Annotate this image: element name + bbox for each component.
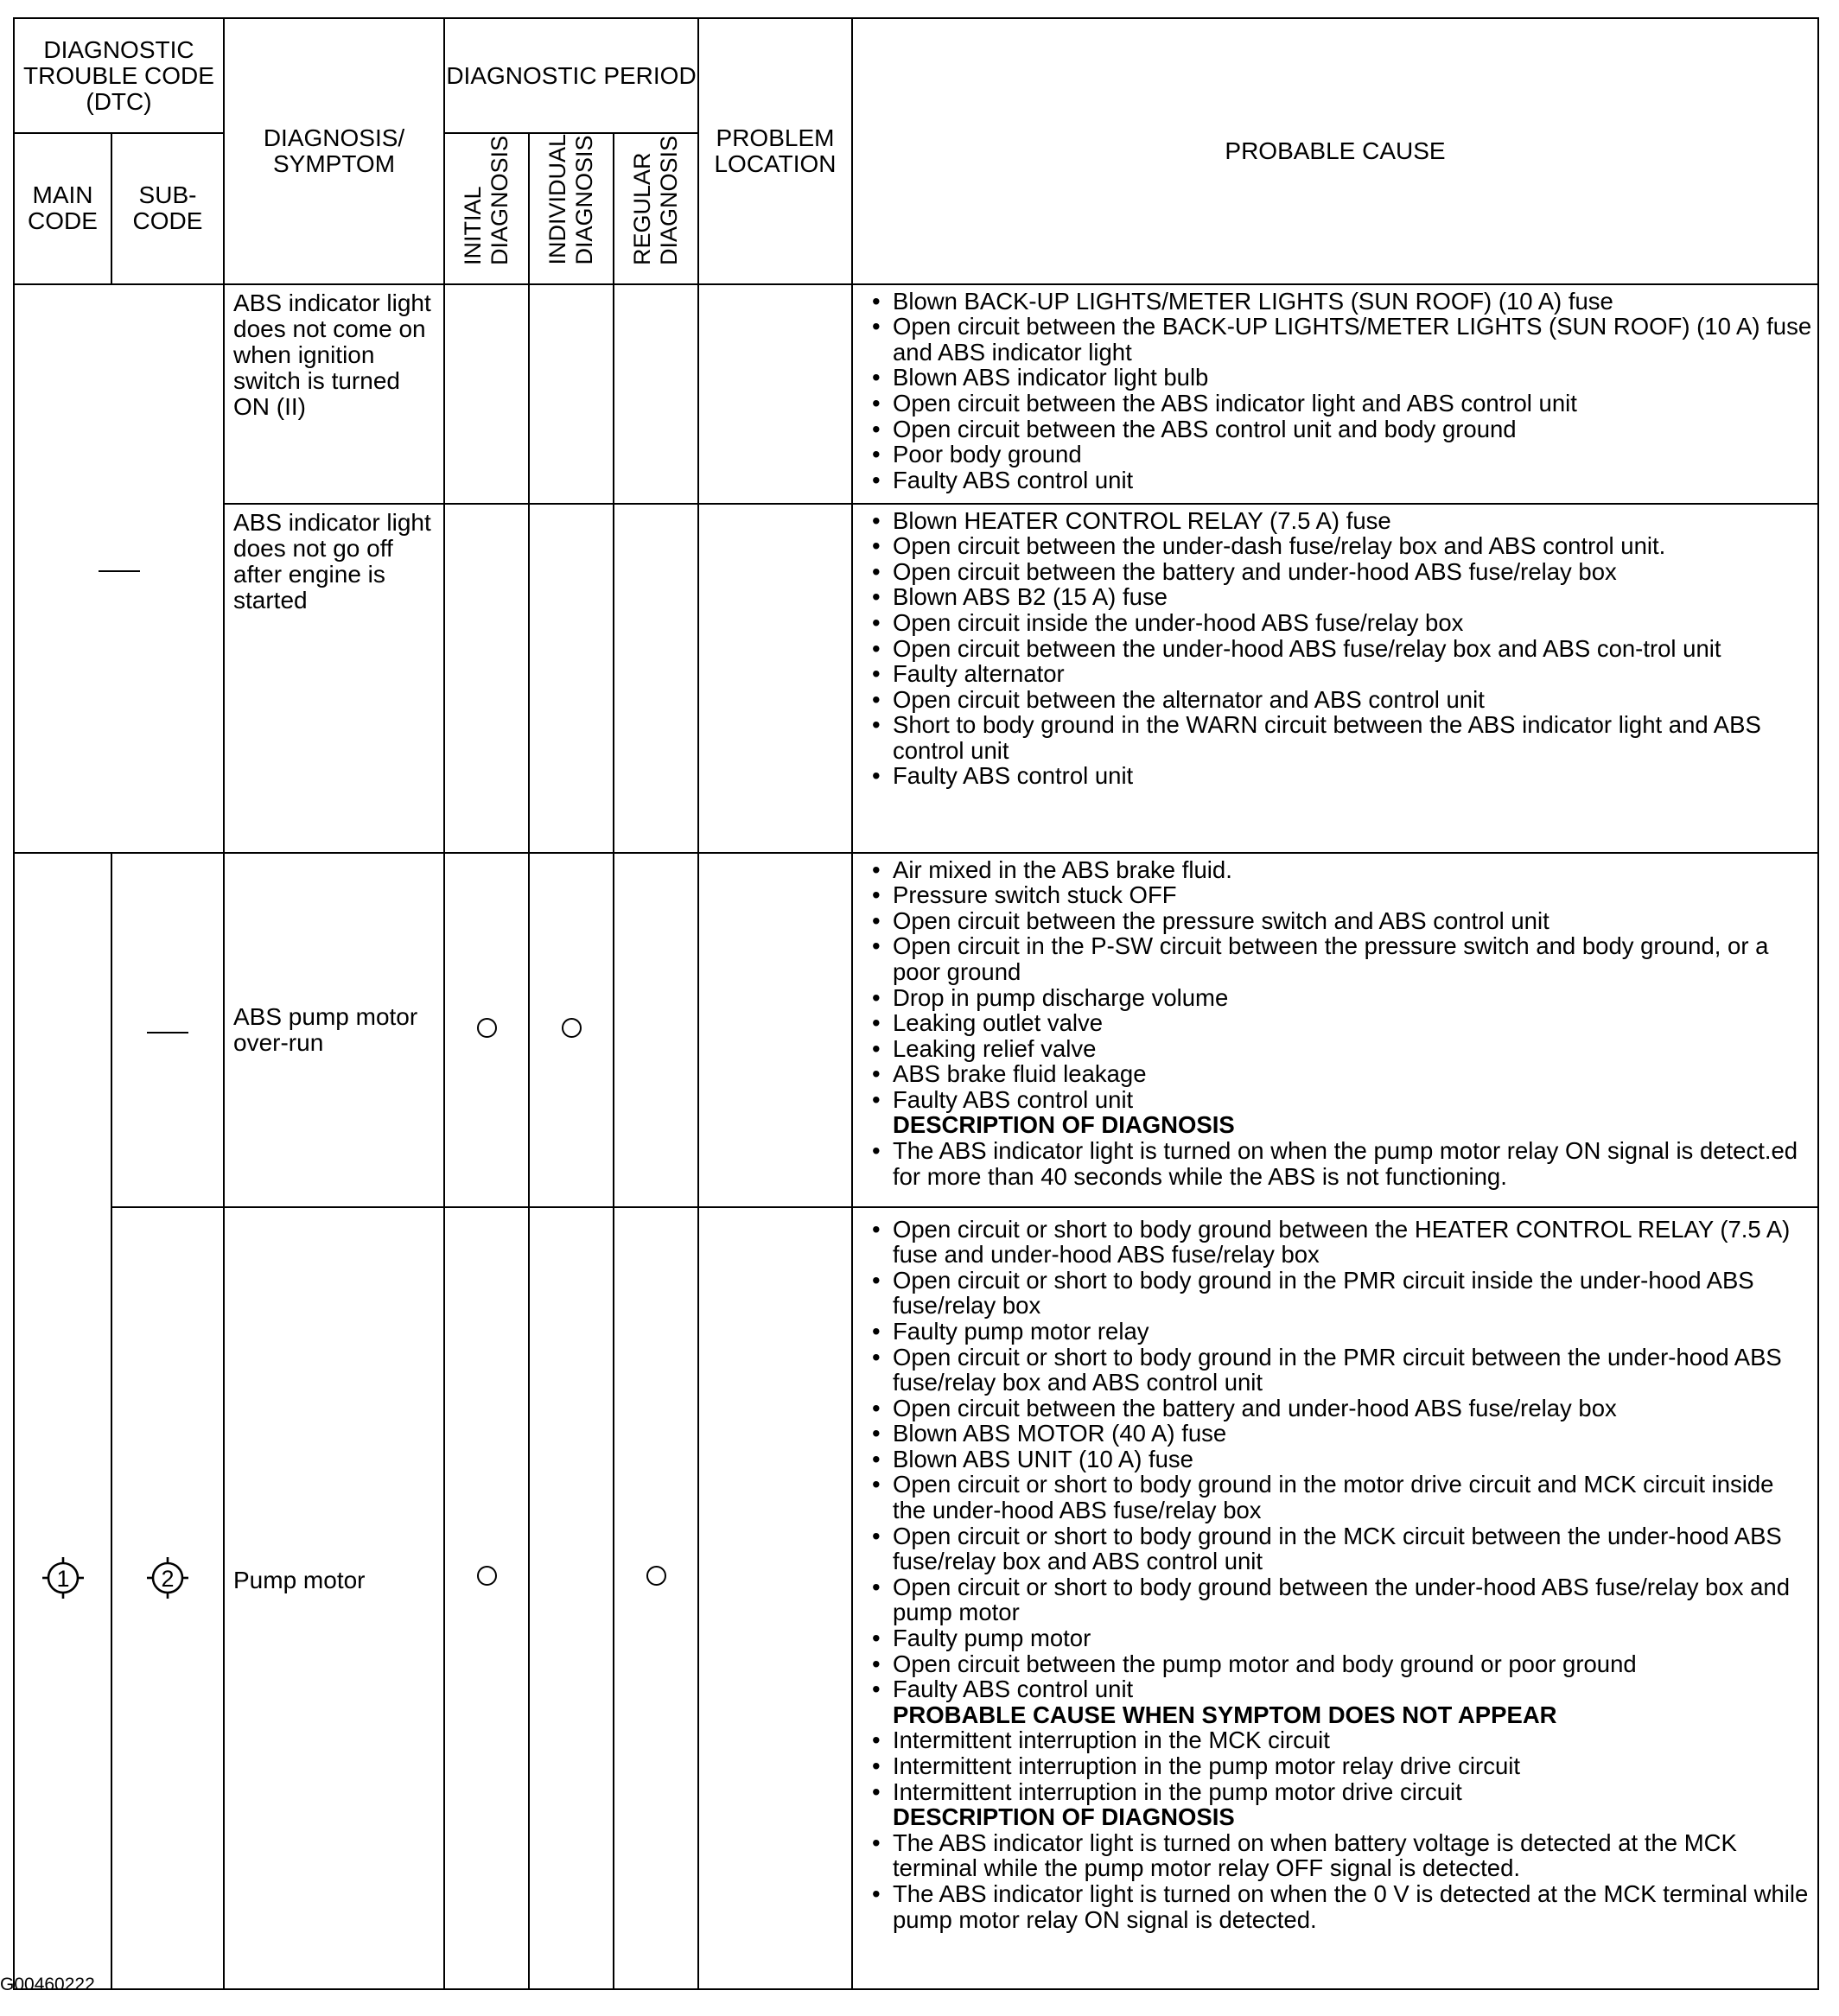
- cause-item: • Leaking relief valve: [870, 1036, 1812, 1062]
- dtc-table: [13, 17, 1819, 1990]
- description-item: • The ABS indicator light is turned on when the 0 V is detected at the MCK terminal while pump motor relay ON signal is detected.: [870, 1881, 1812, 1932]
- cause-item: • Open circuit or short to body ground in the PMR circuit inside the under-hood ABS fuse/relay box: [870, 1268, 1812, 1319]
- circle-mark-icon: [646, 1566, 666, 1586]
- intermittent-item: • Intermittent interruption in the MCK circuit: [870, 1727, 1812, 1753]
- main-code-cell: [14, 1207, 111, 1989]
- intermittent-item: • Intermittent interruption in the pump motor relay drive circuit: [870, 1753, 1812, 1779]
- problem-location-cell: [698, 284, 852, 504]
- header-probable-cause: PROBABLE CAUSE: [852, 18, 1818, 284]
- cause-item: • Open circuit or short to body ground between the under-hood ABS fuse/relay box and pump motor: [870, 1574, 1812, 1625]
- cause-item: • Open circuit or short to body ground in the motor drive circuit and MCK circuit inside the under-hood ABS fuse/relay box: [870, 1472, 1812, 1523]
- dash-mark: [147, 1032, 188, 1033]
- regular-cell: [614, 1207, 698, 1989]
- cause-item: • Air mixed in the ABS brake fluid.: [870, 857, 1812, 883]
- circle-mark-icon: [477, 1566, 497, 1586]
- sub-code-cell: [111, 1207, 224, 1989]
- cause-item: • Faulty pump motor relay: [870, 1319, 1812, 1345]
- initial-cell: [444, 284, 529, 504]
- probable-cause-cell: [852, 284, 1818, 504]
- cause-item: • Open circuit between the battery and under-hood ABS fuse/relay box: [870, 559, 1812, 585]
- cause-item: • Blown BACK-UP LIGHTS/METER LIGHTS (SUN ROOF) (10 A) fuse: [870, 289, 1812, 315]
- main-code-1-icon: [39, 1554, 87, 1602]
- probable-cause-cell: [852, 853, 1818, 1207]
- cause-item: • Leaking outlet valve: [870, 1010, 1812, 1036]
- dtc-none-cell: [14, 284, 224, 853]
- cause-item: • Open circuit between the pump motor and body ground or poor ground: [870, 1651, 1812, 1677]
- cause-item: • Drop in pump discharge volume: [870, 985, 1812, 1011]
- individual-cell: [529, 284, 614, 504]
- cause-item: • Blown ABS B2 (15 A) fuse: [870, 584, 1812, 610]
- cause-item: • Open circuit between the alternator and ABS control unit: [870, 687, 1812, 713]
- header-regular-diagnosis: [614, 133, 698, 284]
- description-heading: DESCRIPTION OF DIAGNOSIS: [893, 1803, 1235, 1831]
- sub-code-cell: [111, 853, 224, 1207]
- cause-item: • Open circuit between the pressure switch and ABS control unit: [870, 908, 1812, 934]
- cause-item: • Open circuit between the ABS indicator light and ABS control unit: [870, 391, 1812, 417]
- description-item: • The ABS indicator light is turned on when battery voltage is detected at the MCK terminal while the pump motor relay OFF signal is detected.: [870, 1830, 1812, 1881]
- cause-item: • Faulty pump motor: [870, 1625, 1812, 1651]
- cause-item: • Open circuit inside the under-hood ABS fuse/relay box: [870, 610, 1812, 636]
- cause-item: • Open circuit or short to body ground between the HEATER CONTROL RELAY (7.5 A) fuse and under-hood ABS fuse/relay box: [870, 1217, 1812, 1268]
- symptom-cell: ABS indicator light does not come on when ignition switch is turned ON (II): [224, 284, 444, 504]
- initial-cell: [444, 504, 529, 853]
- cause-item: • Open circuit between the under-dash fuse/relay box and ABS control unit.: [870, 533, 1812, 559]
- table-row: [14, 853, 1818, 1207]
- cause-item: • Blown ABS indicator light bulb: [870, 365, 1812, 391]
- problem-location-cell: [698, 1207, 852, 1989]
- cause-item: • Pressure switch stuck OFF: [870, 882, 1812, 908]
- cause-item: • ABS brake fluid leakage: [870, 1061, 1812, 1087]
- initial-cell: [444, 1207, 529, 1989]
- dash-mark: [99, 570, 140, 572]
- header-problem-location: PROBLEM LOCATION: [698, 18, 852, 284]
- dtc-document: [13, 17, 1817, 1968]
- header-individual-diagnosis: [529, 133, 614, 284]
- cause-item: • Faulty ABS control unit: [870, 1676, 1812, 1702]
- symptom-cell: ABS pump motor over-run: [224, 853, 444, 1207]
- initial-cell: [444, 853, 529, 1207]
- header-main-code: MAIN CODE: [14, 133, 111, 284]
- cause-item: • Open circuit between the under-hood ABS fuse/relay box and ABS con-trol unit: [870, 636, 1812, 662]
- header-individual-label: INDIVIDUAL DIAGNOSIS: [544, 134, 597, 265]
- symptom-cell: ABS indicator light does not go off after engine is started: [224, 504, 444, 853]
- header-sub-code: SUB-CODE: [111, 133, 224, 284]
- figure-id: G00460222: [0, 1975, 95, 1994]
- cause-item: • Open circuit in the P-SW circuit between the pressure switch and body ground, or a poor ground: [870, 933, 1812, 984]
- cause-item: • Blown ABS MOTOR (40 A) fuse: [870, 1421, 1812, 1447]
- sub-code-2-icon: [143, 1554, 192, 1602]
- header-diagnostic-period: DIAGNOSTIC PERIOD: [444, 18, 698, 133]
- probable-cause-cell: [852, 1207, 1818, 1989]
- problem-location-cell: [698, 504, 852, 853]
- probable-cause-cell: [852, 504, 1818, 853]
- regular-cell: [614, 853, 698, 1207]
- cause-item: • Open circuit between the BACK-UP LIGHTS/METER LIGHTS (SUN ROOF) (10 A) fuse and ABS indicator light: [870, 314, 1812, 365]
- table-row: [14, 1207, 1818, 1989]
- cause-item: • Open circuit between the ABS control unit and body ground: [870, 417, 1812, 442]
- sub-code-text: 2: [161, 1566, 175, 1593]
- regular-cell: [614, 504, 698, 853]
- cause-item: • Short to body ground in the WARN circuit between the ABS indicator light and ABS control unit: [870, 712, 1812, 763]
- individual-cell: [529, 504, 614, 853]
- circle-mark-icon: [562, 1018, 582, 1038]
- header-initial-diagnosis: [444, 133, 529, 284]
- intermittent-heading: PROBABLE CAUSE WHEN SYMPTOM DOES NOT APPEAR: [893, 1701, 1557, 1728]
- cause-item: • Faulty ABS control unit: [870, 467, 1812, 493]
- main-code-text: 1: [55, 1565, 70, 1592]
- cause-item: • Blown ABS UNIT (10 A) fuse: [870, 1447, 1812, 1472]
- header-initial-label: INITIAL DIAGNOSIS: [460, 135, 512, 265]
- cause-item: • Open circuit or short to body ground in the MCK circuit between the under-hood ABS fuse/relay box and ABS control unit: [870, 1523, 1812, 1574]
- main-code-cell-top: [14, 853, 111, 1207]
- cause-item: • Open circuit between the battery and under-hood ABS fuse/relay box: [870, 1396, 1812, 1421]
- cause-item: • Faulty ABS control unit: [870, 1087, 1812, 1113]
- regular-cell: [614, 284, 698, 504]
- description-item: • The ABS indicator light is turned on when the pump motor relay ON signal is detect.ed for more than 40 seconds while the ABS is not functioning.: [870, 1138, 1812, 1189]
- cause-item: • Blown HEATER CONTROL RELAY (7.5 A) fuse: [870, 508, 1812, 534]
- problem-location-cell: [698, 853, 852, 1207]
- individual-cell: [529, 853, 614, 1207]
- cause-item: • Open circuit or short to body ground in the PMR circuit between the under-hood ABS fuse/relay box and ABS control unit: [870, 1345, 1812, 1396]
- symptom-cell: Pump motor: [224, 1207, 444, 1989]
- header-dtc: DIAGNOSTIC TROUBLE CODE (DTC): [14, 18, 224, 133]
- cause-item: • Faulty ABS control unit: [870, 763, 1812, 789]
- cause-item: • Faulty alternator: [870, 661, 1812, 687]
- table-row: [14, 284, 1818, 504]
- cause-item: • Poor body ground: [870, 442, 1812, 467]
- header-diagnosis-symptom: DIAGNOSIS/ SYMPTOM: [224, 18, 444, 284]
- individual-cell: [529, 1207, 614, 1989]
- intermittent-item: • Intermittent interruption in the pump motor drive circuit: [870, 1779, 1812, 1805]
- description-heading: DESCRIPTION OF DIAGNOSIS: [893, 1111, 1235, 1139]
- table-row: [14, 504, 1818, 853]
- header-regular-label: REGULAR DIAGNOSIS: [629, 135, 682, 265]
- circle-mark-icon: [477, 1018, 497, 1038]
